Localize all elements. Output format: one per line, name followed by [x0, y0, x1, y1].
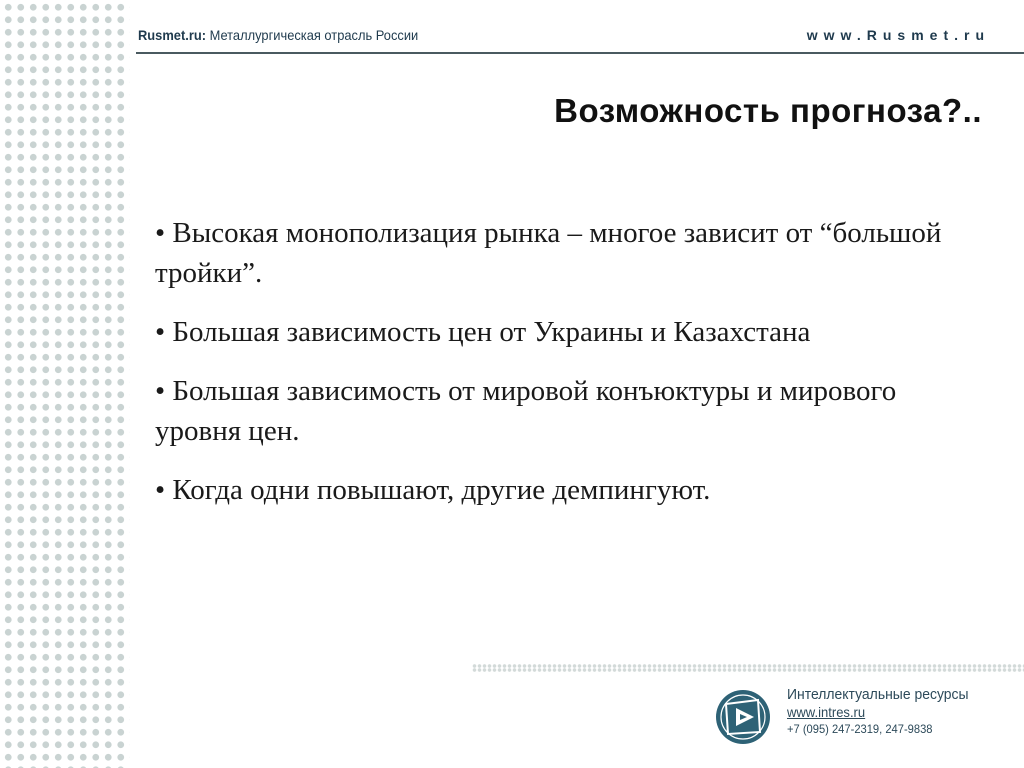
header-divider [136, 52, 1024, 54]
footer-contact [787, 686, 1003, 737]
footer-url-link[interactable]: www.intres.ru [787, 704, 866, 720]
header-subtitle: Металлургическая отрасль России [209, 27, 419, 43]
bullet-item: • Большая зависимость от мировой конъюктуры и мирового уровня цен. [155, 375, 897, 447]
slide-header [138, 27, 990, 49]
bullet-item: • Когда одни повышают, другие демпингуют. [155, 474, 711, 506]
header-brand: Rusmet.ru: [138, 27, 206, 43]
intres-logo-icon [714, 688, 772, 746]
footer-dot-divider [472, 664, 1024, 672]
footer-org-name: Интеллектуальные ресурсы [787, 686, 969, 703]
header-left [138, 27, 418, 43]
decorative-dot-pattern [0, 0, 130, 768]
bullet-item: • Большая зависимость цен от Украины и Казахстана [155, 316, 811, 348]
slide-title: Возможность прогноза?.. [554, 92, 982, 129]
header-site-url: www.Rusmet.ru [806, 27, 990, 43]
bullet-list [155, 213, 975, 529]
footer-phone: +7 (095) 247-2319, 247-9838 [787, 722, 933, 736]
bullet-item: • Высокая монополизация рынка – многое зависит от “большой тройки”. [155, 217, 942, 289]
